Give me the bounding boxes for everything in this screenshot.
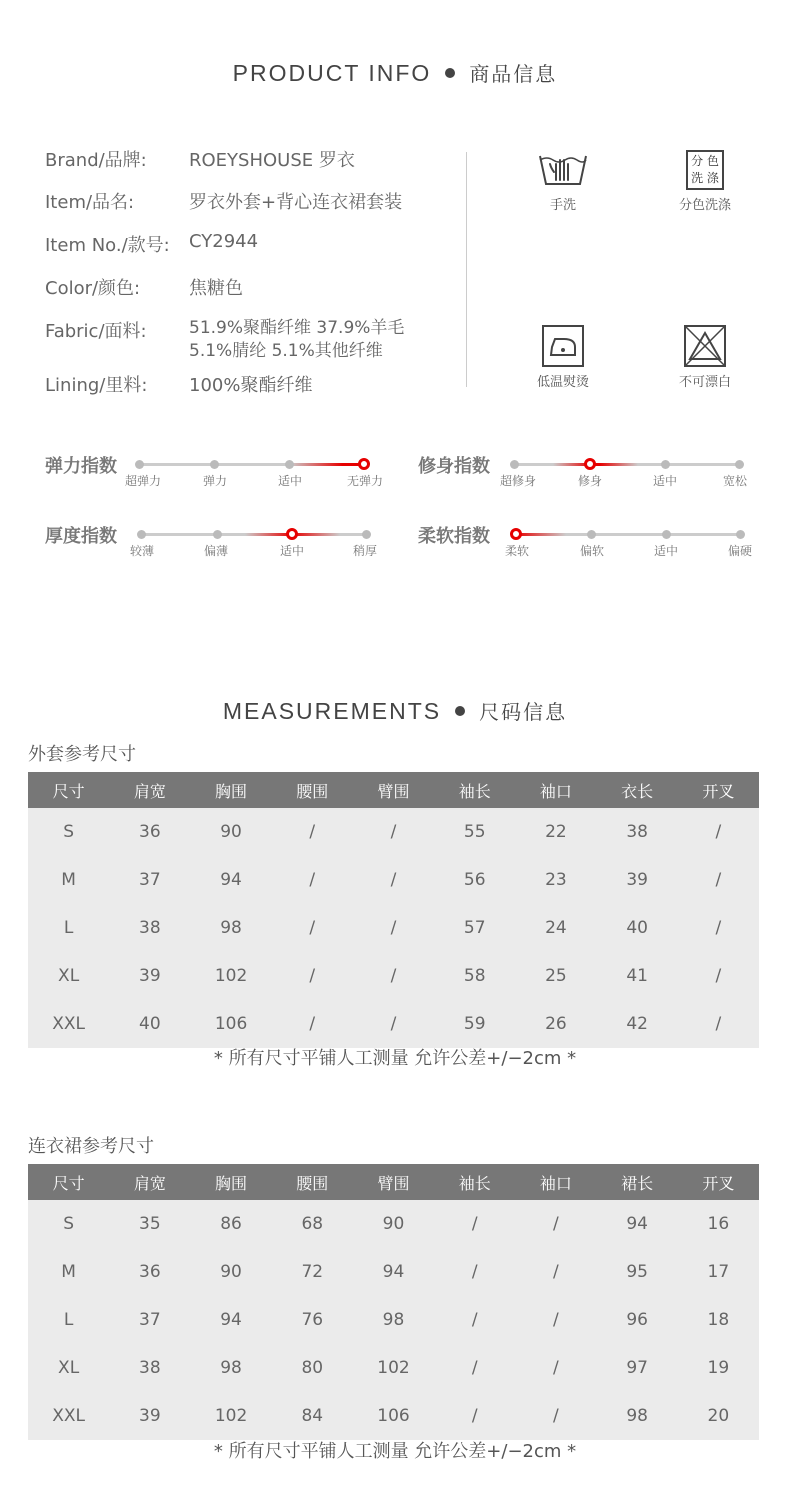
spec-item-no — [45, 231, 258, 257]
index-dot — [137, 530, 146, 539]
table-cell: 72 — [272, 1248, 353, 1296]
table-cell: S — [28, 808, 109, 856]
spec-item — [45, 188, 402, 214]
table-cell: 97 — [597, 1344, 678, 1392]
column-header: 胸围 — [190, 772, 271, 808]
table-cell: S — [28, 1200, 109, 1248]
index-dot — [735, 460, 744, 469]
index-dot — [662, 530, 671, 539]
fabric-line-2: 5.1%腈纶 5.1%其他纤维 — [189, 341, 383, 361]
table-row — [28, 1000, 759, 1048]
table-cell: 25 — [515, 952, 596, 1000]
care-label: 低温熨烫 — [536, 375, 589, 390]
index-label: 厚度指数 — [45, 526, 117, 547]
spec-value: 焦糖色 — [189, 278, 243, 299]
coat-table-title: 外套参考尺寸 — [28, 744, 136, 765]
column-header: 腰围 — [272, 1164, 353, 1200]
table-cell: 94 — [353, 1248, 434, 1296]
spec-value: ROEYSHOUSE 罗衣 — [189, 150, 355, 171]
index-dot — [587, 530, 596, 539]
care-no-bleach — [655, 325, 755, 390]
table-cell: 98 — [190, 904, 271, 952]
table-cell: / — [515, 1248, 596, 1296]
table-cell: / — [678, 856, 759, 904]
care-separate-wash — [655, 150, 755, 213]
dress-table-title: 连衣裙参考尺寸 — [28, 1136, 154, 1157]
table-cell: / — [353, 856, 434, 904]
table-cell: 76 — [272, 1296, 353, 1344]
index-label: 弹力指数 — [45, 456, 117, 477]
table-cell: 39 — [109, 1392, 190, 1440]
index-selected-dot — [358, 458, 370, 470]
column-header: 肩宽 — [109, 1164, 190, 1200]
table-cell: / — [353, 952, 434, 1000]
index-option: 无弹力 — [346, 474, 384, 488]
column-header: 袖口 — [515, 1164, 596, 1200]
fabric-line-1: 51.9%聚酯纤维 37.9%羊毛 — [189, 318, 405, 338]
icon-text: 洗 涤 — [691, 171, 719, 185]
index-dot — [135, 460, 144, 469]
no-bleach-icon — [684, 325, 726, 367]
index-dot — [736, 530, 745, 539]
table-cell: / — [515, 1392, 596, 1440]
index-track-highlight — [290, 463, 365, 466]
table-cell: 37 — [109, 1296, 190, 1344]
index-dot — [285, 460, 294, 469]
index-option: 偏硬 — [727, 544, 753, 558]
title-dot — [455, 706, 465, 716]
table-cell: / — [434, 1344, 515, 1392]
table-cell: / — [272, 904, 353, 952]
spec-color — [45, 274, 243, 300]
table-cell: 38 — [109, 1344, 190, 1392]
index-option: 超弹力 — [124, 474, 162, 488]
table-cell: 23 — [515, 856, 596, 904]
table-cell: 98 — [190, 1344, 271, 1392]
table-row — [28, 1392, 759, 1440]
table-cell: 20 — [678, 1392, 759, 1440]
table-cell: 98 — [353, 1296, 434, 1344]
table-cell: 90 — [190, 808, 271, 856]
column-header: 衣长 — [597, 772, 678, 808]
table-cell: 94 — [190, 856, 271, 904]
column-header: 开叉 — [678, 772, 759, 808]
index-label: 柔软指数 — [418, 526, 490, 547]
table-cell: / — [434, 1200, 515, 1248]
index-selected-dot — [286, 528, 298, 540]
index-dot — [362, 530, 371, 539]
care-label: 手洗 — [549, 198, 576, 213]
table-cell: 36 — [109, 808, 190, 856]
table-cell: 95 — [597, 1248, 678, 1296]
measurements-title-cn: 尺码信息 — [479, 700, 568, 724]
table-row — [28, 1296, 759, 1344]
index-option: 适中 — [279, 544, 305, 558]
table-cell: 58 — [434, 952, 515, 1000]
table-cell: 35 — [109, 1200, 190, 1248]
care-label: 分色洗涤 — [678, 198, 731, 213]
table-row — [28, 808, 759, 856]
index-option: 适中 — [653, 544, 679, 558]
table-cell: 42 — [597, 1000, 678, 1048]
index-option: 适中 — [652, 474, 678, 488]
table-cell: XXL — [28, 1392, 109, 1440]
spec-label: Item No./款号: — [45, 235, 170, 256]
table-cell: 98 — [597, 1392, 678, 1440]
table-cell: L — [28, 1296, 109, 1344]
index-selected-dot — [584, 458, 596, 470]
table-cell: 41 — [597, 952, 678, 1000]
table-header-row — [28, 772, 759, 808]
table-cell: / — [515, 1344, 596, 1392]
table-cell: 102 — [353, 1344, 434, 1392]
table-cell: / — [678, 952, 759, 1000]
table-cell: 102 — [190, 1392, 271, 1440]
care-label: 不可漂白 — [678, 375, 731, 390]
table-row — [28, 952, 759, 1000]
spec-label: Brand/品牌: — [45, 150, 147, 171]
column-header: 尺寸 — [28, 772, 109, 808]
table-cell: 39 — [109, 952, 190, 1000]
table-cell: 39 — [597, 856, 678, 904]
table-cell: 18 — [678, 1296, 759, 1344]
table-row — [28, 1344, 759, 1392]
table-cell: 96 — [597, 1296, 678, 1344]
index-dot — [210, 460, 219, 469]
care-hand-wash — [513, 150, 613, 213]
index-option: 超修身 — [499, 474, 537, 488]
table-cell: 94 — [190, 1296, 271, 1344]
title-dot — [445, 68, 455, 78]
care-low-iron — [513, 325, 613, 390]
spec-fabric — [45, 317, 404, 363]
index-option: 宽松 — [722, 474, 748, 488]
info-divider — [466, 152, 467, 387]
table-cell: 90 — [353, 1200, 434, 1248]
table-cell: / — [434, 1248, 515, 1296]
spec-brand — [45, 146, 355, 172]
spec-value: 100%聚酯纤维 — [189, 375, 313, 396]
table-cell: XL — [28, 1344, 109, 1392]
table-cell: M — [28, 1248, 109, 1296]
table-cell: 56 — [434, 856, 515, 904]
table-cell: 38 — [597, 808, 678, 856]
column-header: 裙长 — [597, 1164, 678, 1200]
index-option: 偏薄 — [203, 544, 229, 558]
table-header-row — [28, 1164, 759, 1200]
product-info-title-en: PRODUCT INFO — [232, 60, 432, 86]
table-cell: 86 — [190, 1200, 271, 1248]
low-iron-icon — [542, 325, 584, 367]
index-option: 偏软 — [579, 544, 605, 558]
table-cell: 84 — [272, 1392, 353, 1440]
table-cell: / — [678, 1000, 759, 1048]
index-option: 稍厚 — [352, 544, 378, 558]
table-cell: / — [434, 1392, 515, 1440]
column-header: 臂围 — [353, 772, 434, 808]
column-header: 开叉 — [678, 1164, 759, 1200]
table-cell: 16 — [678, 1200, 759, 1248]
coat-measure-note: * 所有尺寸平铺人工测量 允许公差+/−2cm * — [213, 1048, 577, 1069]
index-label: 修身指数 — [418, 456, 490, 477]
column-header: 臂围 — [353, 1164, 434, 1200]
table-cell: 40 — [597, 904, 678, 952]
dress-size-table — [28, 1164, 759, 1440]
product-info-title — [0, 58, 790, 87]
table-cell: / — [434, 1296, 515, 1344]
table-cell: / — [515, 1296, 596, 1344]
table-cell: XL — [28, 952, 109, 1000]
column-header: 袖口 — [515, 772, 596, 808]
table-row — [28, 856, 759, 904]
table-cell: / — [678, 904, 759, 952]
spec-lining — [45, 371, 312, 397]
table-cell: 106 — [190, 1000, 271, 1048]
table-cell: / — [353, 904, 434, 952]
column-header: 肩宽 — [109, 772, 190, 808]
table-row — [28, 1248, 759, 1296]
table-cell: / — [678, 808, 759, 856]
column-header: 尺寸 — [28, 1164, 109, 1200]
table-cell: 106 — [353, 1392, 434, 1440]
table-cell: 68 — [272, 1200, 353, 1248]
column-header: 袖长 — [434, 1164, 515, 1200]
spec-label: Lining/里料: — [45, 375, 148, 396]
column-header: 袖长 — [434, 772, 515, 808]
table-cell: / — [272, 808, 353, 856]
index-option: 修身 — [577, 474, 603, 488]
spec-value — [189, 317, 404, 363]
index-track-highlight — [516, 533, 566, 536]
table-cell: 24 — [515, 904, 596, 952]
table-cell: 102 — [190, 952, 271, 1000]
spec-label: Fabric/面料: — [45, 321, 147, 342]
spec-label: Color/颜色: — [45, 278, 141, 299]
separate-wash-icon — [686, 150, 724, 190]
table-cell: 40 — [109, 1000, 190, 1048]
spec-value: 罗衣外套+背心连衣裙套装 — [189, 192, 403, 213]
index-dot — [510, 460, 519, 469]
table-cell: 17 — [678, 1248, 759, 1296]
product-info-title-cn: 商品信息 — [469, 62, 558, 86]
dress-measure-note: * 所有尺寸平铺人工测量 允许公差+/−2cm * — [213, 1441, 577, 1462]
table-cell: 36 — [109, 1248, 190, 1296]
column-header: 腰围 — [272, 772, 353, 808]
table-cell: XXL — [28, 1000, 109, 1048]
index-selected-dot — [510, 528, 522, 540]
spec-label: Item/品名: — [45, 192, 135, 213]
index-option: 弹力 — [202, 474, 228, 488]
index-option: 柔软 — [504, 544, 530, 558]
table-cell: 38 — [109, 904, 190, 952]
icon-text: 分 色 — [691, 154, 719, 168]
table-cell: / — [353, 808, 434, 856]
table-row — [28, 904, 759, 952]
index-option: 适中 — [277, 474, 303, 488]
table-cell: L — [28, 904, 109, 952]
column-header: 胸围 — [190, 1164, 271, 1200]
table-cell: 55 — [434, 808, 515, 856]
measurements-title — [0, 696, 790, 725]
measurements-title-en: MEASUREMENTS — [222, 698, 442, 724]
table-cell: 57 — [434, 904, 515, 952]
table-cell: 80 — [272, 1344, 353, 1392]
table-cell: 26 — [515, 1000, 596, 1048]
table-cell: / — [272, 856, 353, 904]
index-dot — [213, 530, 222, 539]
index-option: 较薄 — [129, 544, 155, 558]
table-cell: M — [28, 856, 109, 904]
table-cell: 90 — [190, 1248, 271, 1296]
spec-value: CY2944 — [189, 231, 259, 252]
table-cell: / — [515, 1200, 596, 1248]
table-cell: 94 — [597, 1200, 678, 1248]
table-cell: / — [272, 952, 353, 1000]
table-cell: 22 — [515, 808, 596, 856]
table-row — [28, 1200, 759, 1248]
table-cell: / — [353, 1000, 434, 1048]
coat-size-table — [28, 772, 759, 1048]
table-cell: 59 — [434, 1000, 515, 1048]
table-cell: / — [272, 1000, 353, 1048]
table-cell: 19 — [678, 1344, 759, 1392]
hand-wash-icon — [537, 150, 589, 190]
table-cell: 37 — [109, 856, 190, 904]
index-dot — [661, 460, 670, 469]
